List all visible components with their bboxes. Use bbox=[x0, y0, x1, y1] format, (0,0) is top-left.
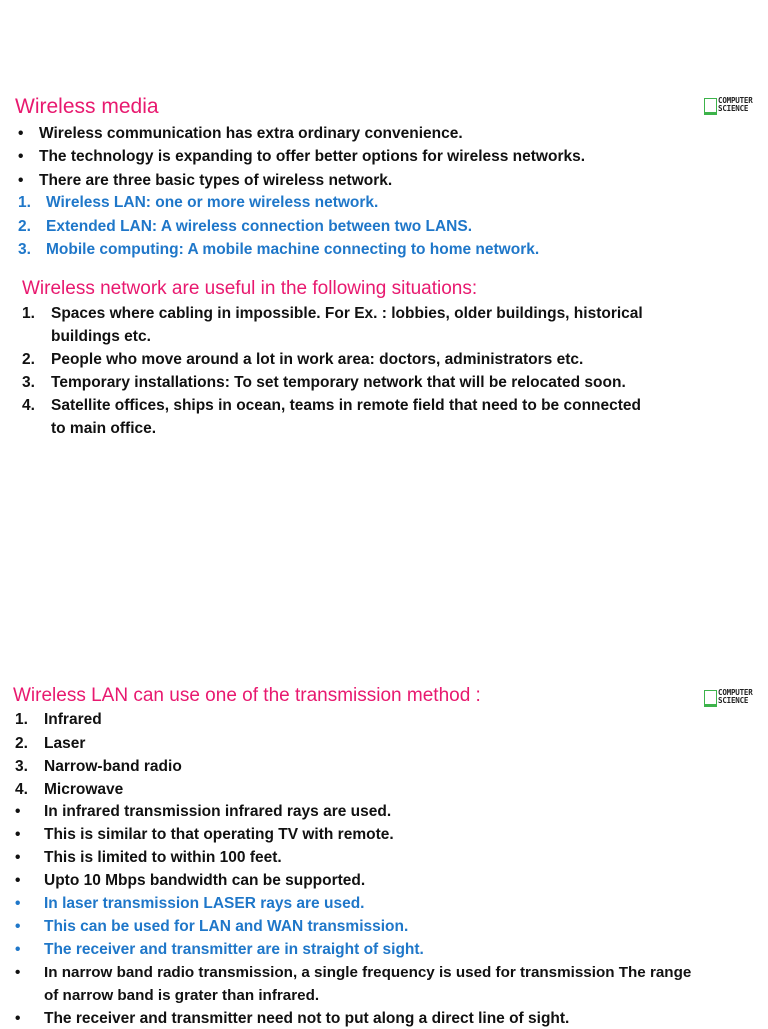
computer-science-logo: COMPUTER SCIENCE bbox=[704, 97, 766, 115]
logo-square-icon bbox=[704, 98, 717, 115]
slide-wireless-media: Wireless media COMPUTER SCIENCE • Wireless communication has extra ordinary convenience. • The technology is expanding to offer better options for wireless networks. • There are three basic types of wireless network. 1. Wireless LAN: one or more wireless network. 2. Extended LAN: A wireless connection between two LANS. 3. Mobile computing: A mobile machine connecting to home network. Wireless network are useful in the following situations: 1. Spaces where cabling in impossible. For Ex. : lobbies, older buildings, historical buildings etc. 2. People who move around a lot in work area: doctors, administrators etc. 3. Temporary installations: To set temporary network that will be relocated soon. 4. Satellite offices, ships in ocean, teams in remote field that need to be connected to main office. bbox=[0, 0, 768, 512]
logo-square-icon bbox=[704, 690, 717, 707]
slide-title: Wireless LAN can use one of the transmission method : bbox=[13, 685, 481, 706]
section-subtitle: Wireless network are useful in the following situations: bbox=[22, 278, 478, 299]
slide-title: Wireless media bbox=[15, 95, 159, 118]
slide-wireless-lan-methods: Wireless LAN can use one of the transmission method : COMPUTER SCIENCE 1. Infrared 2. Laser 3. Narrow-band radio 4. Microwave • In infrared transmission infrared rays are used. • This is similar to that operating TV with remote. • This is limited to within 100 feet. • Upto 10 Mbps bandwidth can be supported. • In laser transmission LASER rays are used. • This can be used for LAN and WAN transmission. • The receiver and transmitter are in straight of sight. • In narrow band radio transmission, a single frequency is used for transmission The range of narrow band is grater than infrared. • The receiver and transmitter need not to put along a direct line of sight. bbox=[0, 512, 768, 1024]
computer-science-logo: COMPUTER SCIENCE bbox=[704, 689, 766, 707]
